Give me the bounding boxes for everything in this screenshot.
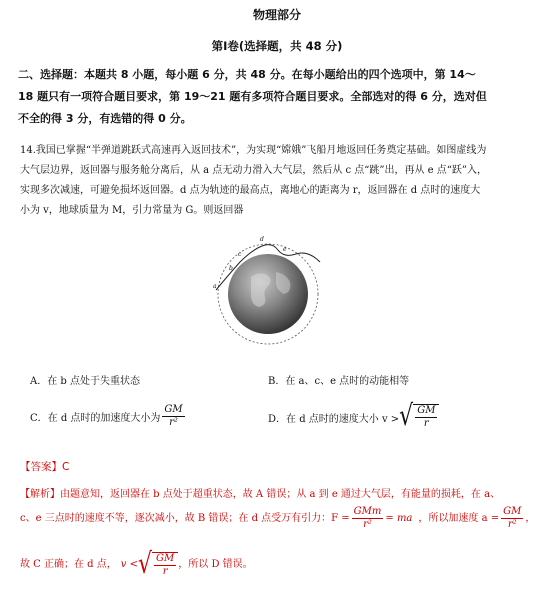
instructions-line-1: 二、选择题：本题共 8 小题，每小题 6 分，共 48 分。在每小题给出的四个选项中，第 14～ bbox=[18, 68, 476, 81]
page-title: 物理部分 bbox=[252, 8, 301, 22]
question-line-1: 14.我国已掌握“半弹道跳跃式高速再入返回技术”，为实现“嫦娥”飞船月地返回任务奠定基础。如图虚线为 bbox=[20, 145, 487, 156]
acceleration-formula: $\frac{GM}{\text{r²}}$ bbox=[503, 506, 522, 530]
gravity-formula: $\frac{\text{GMm}}{\text{r²}}$ bbox=[353, 506, 382, 530]
explanation-line-2-text: c、e 三点时的速度不等，逐次减小，故 B 错误；在 d 点受万有引力：F = bbox=[20, 512, 350, 524]
explanation-line-3 bbox=[20, 548, 540, 581]
question-line-3: 实现多次减速，可避免损坏返回器。d 点为轨迹的最高点，离地心的距离为 r，返回器在 d 点时的速度大 bbox=[20, 185, 481, 196]
point-label-a: a bbox=[213, 283, 217, 290]
option-d-formula: √ $\frac{GM}{r}$ bbox=[399, 404, 439, 430]
explanation-line-2: c、e 三点时的速度不等，逐次减小，故 B 错误；在 d 点受万有引力：F = $\frac{\text{GMm}}{\text{r²}}$ = ma ，所以加速度 a = $\frac{GM}{\text{r²}}$ ， bbox=[20, 506, 536, 530]
option-b: B．在 a、c、e 点时的动能相等 bbox=[268, 376, 410, 387]
point-label-b: b bbox=[229, 265, 233, 272]
option-d-text: D．在 d 点时的速度大小 v > bbox=[268, 413, 400, 425]
instructions-line-3: 不全的得 3 分，有选错的得 0 分。 bbox=[18, 112, 192, 125]
velocity-formula: √ $\frac{GM}{r}$ bbox=[138, 552, 178, 578]
option-d bbox=[268, 400, 439, 433]
earth bbox=[228, 254, 308, 334]
explanation-line-1: 【解析】由题意知，返回器在 b 点处于超重状态，故 A 错误；从 a 到 e 通过大气层，有能量的损耗，在 a、 bbox=[20, 489, 501, 500]
v-lt: v < bbox=[120, 559, 138, 570]
question-line-4: 小为 v，地球质量为 M，引力常量为 G。则返回器 bbox=[20, 205, 244, 216]
question-line-2: 大气层边界，返回器与服务舱分离后，从 a 点无动力滑入大气层，然后从 c 点“跳”出，再从 e 点“跃”入， bbox=[20, 165, 488, 176]
explanation-line-3-suffix: ，所以 D 错误。 bbox=[178, 559, 253, 570]
section-title: 第Ⅰ卷(选择题，共 48 分) bbox=[211, 39, 343, 53]
point-label-c: c bbox=[238, 251, 242, 258]
answer-label: 【答案】C bbox=[20, 461, 70, 473]
option-c-text: C．在 d 点时的加速度大小为 bbox=[30, 413, 161, 424]
reentry-figure bbox=[196, 232, 336, 352]
option-c-formula: $\frac{GM}{\text{r²}}$ bbox=[164, 404, 183, 428]
point-label-d: d bbox=[260, 236, 264, 243]
instructions-line-2: 18 题只有一项符合题目要求，第 19～21 题有多项符合题目要求。全部选对的得 6 分，选对但 bbox=[18, 90, 487, 103]
explanation-line-3-text: 故 C 正确；在 d 点， bbox=[20, 559, 117, 570]
point-label-e: e bbox=[283, 246, 287, 253]
eq-ma: = ma bbox=[385, 512, 413, 524]
option-c bbox=[30, 404, 187, 429]
option-a: A．在 b 点处于失重状态 bbox=[30, 376, 140, 387]
explanation-line-2-mid: ，所以加速度 a = bbox=[418, 512, 500, 524]
